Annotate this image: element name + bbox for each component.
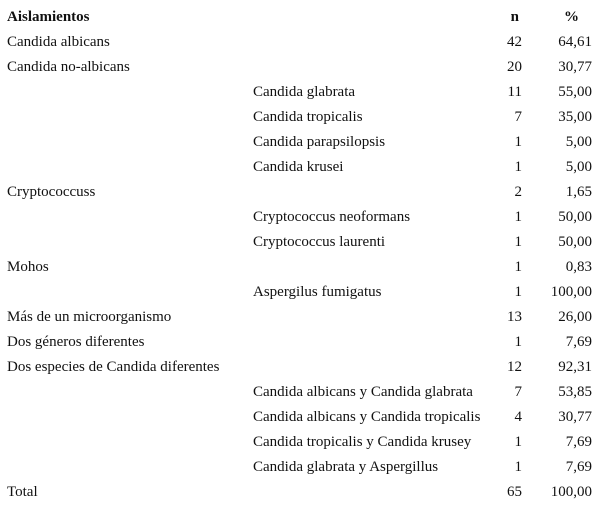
table-row <box>0 155 600 180</box>
row-pct: 50,00 <box>558 234 592 250</box>
row-pct: 30,77 <box>558 59 592 75</box>
row-n: 7 <box>514 109 522 125</box>
header-aislamientos: Aislamientos <box>7 9 90 25</box>
row-group-label: Total <box>7 484 38 500</box>
row-n: 20 <box>507 59 522 75</box>
table-row <box>0 130 600 155</box>
table-row <box>0 80 600 105</box>
table-row <box>0 230 600 255</box>
row-subgroup-label: Aspergilus fumigatus <box>253 284 382 300</box>
header-pct: % <box>564 9 579 25</box>
row-group-label: Candida albicans <box>7 34 110 50</box>
row-subgroup-label: Candida krusei <box>253 159 344 175</box>
row-subgroup-label: Candida tropicalis y Candida krusey <box>253 434 472 450</box>
row-pct: 26,00 <box>558 309 592 325</box>
row-pct: 100,00 <box>550 484 592 500</box>
row-n: 1 <box>514 459 522 475</box>
row-subgroup-label: Candida albicans y Candida glabrata <box>253 384 473 400</box>
row-group-label: Más de un microorganismo <box>7 309 172 325</box>
row-n: 1 <box>514 434 522 450</box>
row-pct: 100,00 <box>550 284 592 300</box>
row-subgroup-label: Candida glabrata <box>253 84 356 100</box>
table-row <box>0 55 600 80</box>
row-pct: 5,00 <box>565 134 592 150</box>
row-subgroup-label: Cryptococcus laurenti <box>253 234 386 250</box>
row-pct: 5,00 <box>565 159 592 175</box>
row-n: 1 <box>514 134 522 150</box>
table-row <box>0 430 600 455</box>
row-n: 1 <box>514 334 522 350</box>
row-pct: 64,61 <box>558 34 592 50</box>
row-group-label: Dos especies de Candida diferentes <box>7 359 220 375</box>
row-n: 1 <box>514 259 522 275</box>
table-row <box>0 305 600 330</box>
row-pct: 92,31 <box>558 359 592 375</box>
row-group-label: Mohos <box>7 259 49 275</box>
row-n: 42 <box>507 34 522 50</box>
row-n: 12 <box>507 359 522 375</box>
table-row <box>0 380 600 405</box>
table-row <box>0 405 600 430</box>
row-pct: 0,83 <box>565 259 592 275</box>
row-n: 1 <box>514 209 522 225</box>
row-n: 4 <box>514 409 522 425</box>
row-pct: 7,69 <box>565 459 592 475</box>
table-header <box>0 5 600 30</box>
row-group-label: Candida no-albicans <box>7 59 130 75</box>
row-group-label: Cryptococcuss <box>7 184 96 200</box>
table-row <box>0 30 600 55</box>
row-pct: 53,85 <box>558 384 592 400</box>
row-n: 2 <box>514 184 522 200</box>
table-row <box>0 355 600 380</box>
row-pct: 50,00 <box>558 209 592 225</box>
row-n: 11 <box>507 84 522 100</box>
table-row <box>0 280 600 305</box>
table-row <box>0 180 600 205</box>
row-pct: 7,69 <box>565 434 592 450</box>
row-n: 13 <box>507 309 522 325</box>
row-subgroup-label: Candida glabrata y Aspergillus <box>253 459 439 475</box>
row-n: 65 <box>507 484 522 500</box>
row-n: 1 <box>514 284 522 300</box>
table-row <box>0 330 600 355</box>
row-pct: 35,00 <box>558 109 592 125</box>
row-subgroup-label: Candida tropicalis <box>253 109 363 125</box>
header-n: n <box>510 9 519 25</box>
row-pct: 1,65 <box>565 184 592 200</box>
row-n: 1 <box>514 159 522 175</box>
row-n: 7 <box>514 384 522 400</box>
row-group-label: Dos géneros diferentes <box>7 334 145 350</box>
table-row <box>0 255 600 280</box>
row-pct: 7,69 <box>565 334 592 350</box>
row-subgroup-label: Candida parapsilopsis <box>253 134 386 150</box>
table-row <box>0 105 600 130</box>
table-row <box>0 205 600 230</box>
table-row <box>0 455 600 480</box>
row-pct: 55,00 <box>558 84 592 100</box>
table-row <box>0 480 600 505</box>
row-pct: 30,77 <box>558 409 592 425</box>
row-subgroup-label: Cryptococcus neoformans <box>253 209 411 225</box>
row-n: 1 <box>514 234 522 250</box>
row-subgroup-label: Candida albicans y Candida tropicalis <box>253 409 481 425</box>
